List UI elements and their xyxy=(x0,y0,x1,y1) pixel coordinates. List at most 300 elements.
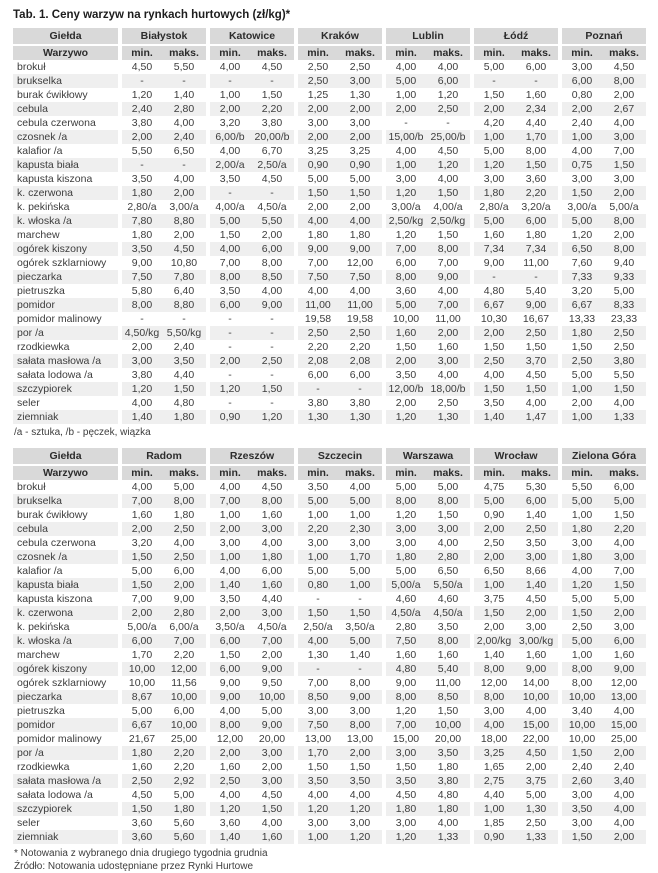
table-row xyxy=(13,88,646,102)
price-cell: 2,00 xyxy=(206,102,250,116)
vegetable-name: k. czerwona xyxy=(13,186,118,200)
price-cell: 2,20 xyxy=(294,522,338,536)
price-cell: 3,50 xyxy=(206,284,250,298)
price-cell: 6,00 xyxy=(250,242,294,256)
price-cell: 7,00 xyxy=(250,634,294,648)
price-cell: 7,80 xyxy=(162,270,206,284)
price-cell: 1,40 xyxy=(470,648,514,662)
price-cell: 3,40 xyxy=(558,704,602,718)
price-cell: 1,60 xyxy=(382,326,426,340)
city-header: Białystok xyxy=(118,28,206,44)
price-cell: 9,00 xyxy=(294,242,338,256)
price-cell: 7,50 xyxy=(294,718,338,732)
price-cell: 1,80 xyxy=(162,802,206,816)
price-cell: 2,34 xyxy=(514,102,558,116)
wholesale-prices-table-1 xyxy=(13,28,646,424)
table-row xyxy=(13,144,646,158)
price-cell: - xyxy=(514,74,558,88)
price-cell: 8,00 xyxy=(558,662,602,676)
price-cell: 9,00 xyxy=(338,242,382,256)
price-cell: 1,50 xyxy=(250,382,294,396)
price-cell: 9,00 xyxy=(514,662,558,676)
vegetable-name: ogórek kiszony xyxy=(13,242,118,256)
vegetable-name: szczypiorek xyxy=(13,802,118,816)
price-cell: 2,40 xyxy=(558,760,602,774)
price-cell: 4,50 xyxy=(118,60,162,74)
price-cell: 2,00 xyxy=(118,606,162,620)
price-cell: 2,92 xyxy=(162,774,206,788)
price-cell: 5,00 xyxy=(525,789,547,801)
price-cell: 4,00/a xyxy=(206,200,250,214)
price-cell: 1,80 xyxy=(470,186,514,200)
vegetable-name: seler xyxy=(17,817,40,829)
price-cell: 4,00 xyxy=(382,60,426,74)
price-cell: 0,80 xyxy=(294,578,338,592)
price-cell: 3,00 xyxy=(558,816,602,830)
price-cell: 3,50 xyxy=(382,774,426,788)
price-cell: 7,00 xyxy=(162,634,206,648)
price-cell: 1,20 xyxy=(558,228,602,242)
price-cell: 1,40 xyxy=(206,578,250,592)
price-cell: 4,00 xyxy=(261,537,283,549)
price-cell: 2,80 xyxy=(162,102,206,116)
price-cell: 1,80 xyxy=(162,410,206,424)
price-cell: 6,00 xyxy=(382,256,426,270)
price-cell: 2,00 xyxy=(173,229,195,241)
price-cell: - xyxy=(358,593,362,605)
vegetable-name: cebula xyxy=(13,522,118,536)
price-cell: 2,08 xyxy=(338,354,382,368)
price-cell: 8,80 xyxy=(162,214,206,228)
price-cell: 18,00/b xyxy=(426,382,470,396)
price-cell: 3,60 xyxy=(382,284,426,298)
price-cell: 3,20 xyxy=(558,284,602,298)
price-cell: - xyxy=(206,340,250,354)
price-cell: 2,00 xyxy=(426,326,470,340)
price-cell: 8,00 xyxy=(602,214,646,228)
price-cell: 5,60 xyxy=(162,830,206,844)
price-cell: 4,00 xyxy=(206,788,250,802)
min-header: min. xyxy=(294,464,338,480)
price-cell: 2,00 xyxy=(162,578,206,592)
price-cell: 2,67 xyxy=(602,102,646,116)
price-cell: 10,00 xyxy=(162,718,206,732)
price-cell: 5,60 xyxy=(173,817,195,829)
price-cell: 8,00 xyxy=(206,270,250,284)
price-cell: 9,33 xyxy=(602,270,646,284)
price-cell: 1,40 xyxy=(470,410,514,424)
price-cell: 8,00 xyxy=(470,662,514,676)
vegetable-name: por /a xyxy=(13,746,118,760)
price-cell: 1,33 xyxy=(514,830,558,844)
price-cell: 4,00 xyxy=(206,242,250,256)
price-cell: 3,80 xyxy=(118,368,162,382)
price-cell: 4,00 xyxy=(437,285,459,297)
price-cell: 1,50 xyxy=(514,382,558,396)
price-cell: 25,00 xyxy=(610,733,638,745)
table-row xyxy=(13,522,646,536)
vegetable-name: burak ćwikłowy xyxy=(17,509,88,521)
price-cell: 2,50 xyxy=(162,550,206,564)
price-cell: 1,00 xyxy=(294,508,338,522)
price-cell: 10,00 xyxy=(558,732,602,746)
price-cell: 2,20 xyxy=(173,761,195,773)
table-row xyxy=(13,788,646,802)
price-cell: 4,50 xyxy=(261,789,283,801)
price-cell: 4,00 xyxy=(437,369,459,381)
price-cell: - xyxy=(338,662,382,676)
price-cell: 3,50 xyxy=(558,802,602,816)
price-cell: 2,50/a xyxy=(294,620,338,634)
price-cell: 7,33 xyxy=(558,270,602,284)
price-cell: 4,00 xyxy=(349,285,371,297)
price-cell: 2,80 xyxy=(382,620,426,634)
min-header: min. xyxy=(206,464,250,480)
price-cell: 3,00 xyxy=(250,774,294,788)
price-cell: 6,00 xyxy=(514,494,558,508)
price-cell: 25,00 xyxy=(170,733,198,745)
price-cell: 2,50 xyxy=(558,354,602,368)
price-cell: 7,00 xyxy=(382,242,426,256)
price-cell: 1,20 xyxy=(382,410,426,424)
min-header: min. xyxy=(470,44,514,60)
price-cell: 1,00 xyxy=(470,578,514,592)
price-cell: 1,20 xyxy=(470,158,514,172)
price-cell: 5,00 xyxy=(382,298,426,312)
vegetable-name: por /a xyxy=(13,326,118,340)
vegetable-name: sałata masłowa /a xyxy=(13,774,118,788)
price-cell: 5,00 xyxy=(173,481,195,493)
price-cell: 2,00 xyxy=(525,761,547,773)
price-cell: 2,50 xyxy=(437,397,459,409)
table-row xyxy=(13,704,646,718)
price-cell: - xyxy=(250,74,294,88)
table-row xyxy=(13,494,646,508)
price-cell: 1,50 xyxy=(558,606,602,620)
price-cell: 1,20 xyxy=(437,89,459,101)
price-cell: 5,00 xyxy=(206,214,250,228)
price-cell: 11,00 xyxy=(435,313,461,325)
price-cell: 1,50 xyxy=(470,340,514,354)
table-row xyxy=(13,676,646,690)
price-cell: 9,00 xyxy=(426,270,470,284)
price-cell: 4,50 xyxy=(514,746,558,760)
price-cell: 5,50 xyxy=(250,214,294,228)
price-cell: 8,67 xyxy=(118,690,162,704)
price-cell: 1,00 xyxy=(338,578,382,592)
price-cell: 7,00 xyxy=(613,565,635,577)
price-cell: 0,90 xyxy=(206,410,250,424)
price-cell: 9,00 xyxy=(514,298,558,312)
maks-header: maks. xyxy=(250,464,294,480)
price-cell: 4,00 xyxy=(613,117,635,129)
price-cell: 1,50 xyxy=(261,89,283,101)
price-cell: 8,33 xyxy=(602,298,646,312)
table-row xyxy=(13,802,646,816)
price-cell: 0,90 xyxy=(470,508,514,522)
price-cell: 4,00 xyxy=(261,817,283,829)
price-cell: 7,00 xyxy=(118,592,162,606)
table-row xyxy=(13,256,646,270)
vegetable-name: marchew xyxy=(17,649,60,661)
price-cell: 9,40 xyxy=(613,257,635,269)
price-cell: 1,50 xyxy=(338,606,382,620)
price-cell: 4,00 xyxy=(118,480,162,494)
price-cell: 7,60 xyxy=(558,256,602,270)
price-cell: 2,50 xyxy=(294,326,338,340)
price-cell: 10,00 xyxy=(118,676,162,690)
price-cell: 2,50 xyxy=(118,774,162,788)
price-cell: 1,50 xyxy=(437,509,459,521)
price-cell: 2,00 xyxy=(602,746,646,760)
price-cell: 4,75 xyxy=(470,480,514,494)
price-cell: 3,00 xyxy=(426,522,470,536)
price-cell: 4,50 xyxy=(261,61,283,73)
price-cell: 6,67 xyxy=(470,298,514,312)
price-cell: 0,90 xyxy=(294,158,338,172)
price-cell: 3,80 xyxy=(349,397,371,409)
table-row xyxy=(13,60,646,74)
vegetable-name: kapusta biała xyxy=(13,578,118,592)
price-cell: 15,00 xyxy=(602,718,646,732)
table-row xyxy=(13,354,646,368)
price-cell: - xyxy=(206,368,250,382)
price-cell: - xyxy=(446,117,450,129)
price-cell: 1,60 xyxy=(250,578,294,592)
price-cell: 4,00 xyxy=(294,634,338,648)
source-footnote: Źródło: Notowania udostępniane przez Rynki Hurtowe xyxy=(14,861,254,872)
price-cell: 7,00 xyxy=(613,145,635,157)
table-row xyxy=(13,690,646,704)
price-cell: 6,00 xyxy=(118,634,162,648)
price-cell: 1,30 xyxy=(294,648,338,662)
price-cell: 1,20 xyxy=(294,802,338,816)
price-cell: 5,00 xyxy=(470,144,514,158)
price-cell: 3,50 xyxy=(470,396,514,410)
price-cell: 1,50 xyxy=(294,606,338,620)
price-cell: 3,40 xyxy=(602,774,646,788)
price-cell: 1,20 xyxy=(338,802,382,816)
price-cell: 6,50 xyxy=(437,565,459,577)
price-cell: 4,00 xyxy=(525,397,547,409)
price-cell: 1,60 xyxy=(382,648,426,662)
price-cell: 4,00 xyxy=(613,397,635,409)
price-cell: 1,33 xyxy=(426,830,470,844)
price-cell: 4,60 xyxy=(437,593,459,605)
price-cell: 3,00 xyxy=(613,621,635,633)
price-cell: 2,00 xyxy=(602,186,646,200)
price-cell: 5,00 xyxy=(437,481,459,493)
price-cell: 8,00 xyxy=(426,242,470,256)
price-cell: 3,00 xyxy=(470,172,514,186)
price-cell: 1,50 xyxy=(294,760,338,774)
table-row xyxy=(13,102,646,116)
price-cell: 16,67 xyxy=(522,313,550,325)
price-cell: 1,40 xyxy=(349,649,371,661)
price-cell: 23,33 xyxy=(610,313,638,325)
price-cell: 2,00 xyxy=(470,102,514,116)
price-cell: 3,50 xyxy=(206,592,250,606)
city-header: Katowice xyxy=(206,28,294,44)
price-cell: 6,50 xyxy=(470,564,514,578)
price-cell: 6,00 xyxy=(349,369,371,381)
city-header: Poznań xyxy=(558,28,646,44)
price-cell: 1,00 xyxy=(558,130,602,144)
price-cell: 1,50 xyxy=(470,382,514,396)
price-cell: 3,00 xyxy=(613,173,635,185)
price-cell: 4,50/a xyxy=(257,201,287,213)
price-cell: 2,00 xyxy=(382,102,426,116)
price-cell: 1,40 xyxy=(206,830,250,844)
price-cell: 9,00 xyxy=(206,676,250,690)
min-header: min. xyxy=(206,44,250,60)
vegetable-name: pieczarka xyxy=(13,690,118,704)
price-cell: 25,00/b xyxy=(426,130,470,144)
price-cell: 4,00 xyxy=(558,564,602,578)
price-cell: 4,80 xyxy=(173,397,195,409)
price-cell: 1,25 xyxy=(294,88,338,102)
table-row xyxy=(13,228,646,242)
price-cell: 15,00 xyxy=(382,732,426,746)
price-cell: 5,00 xyxy=(173,789,195,801)
price-cell: 4,60 xyxy=(382,592,426,606)
price-cell: 4,50 xyxy=(162,242,206,256)
vegetable-name: k. pekińska xyxy=(17,201,70,213)
vegetable-name: ogórek kiszony xyxy=(13,662,118,676)
price-cell: 11,56 xyxy=(171,677,197,689)
price-cell: 2,30 xyxy=(338,522,382,536)
table-row xyxy=(13,74,646,88)
price-cell: 1,60 xyxy=(118,760,162,774)
price-cell: 1,50 xyxy=(250,802,294,816)
price-cell: 5,50 xyxy=(558,480,602,494)
min-header: min. xyxy=(382,464,426,480)
price-cell: 15,00 xyxy=(514,718,558,732)
table-row xyxy=(13,648,646,662)
price-cell: 1,00 xyxy=(206,508,250,522)
price-cell: 2,20 xyxy=(514,186,558,200)
price-cell: 7,00 xyxy=(206,256,250,270)
price-cell: 8,00 xyxy=(349,677,371,689)
price-cell: 6,70 xyxy=(261,145,283,157)
vegetable-name: ogórek szklarniowy xyxy=(17,257,107,269)
price-cell: 7,34 xyxy=(514,242,558,256)
vegetable-name: brukselka xyxy=(13,74,118,88)
price-cell: 3,50/a xyxy=(206,620,250,634)
price-cell: 2,00 xyxy=(206,746,250,760)
price-cell: 1,80 xyxy=(382,802,426,816)
price-cell: 4,00 xyxy=(602,802,646,816)
price-cell: 1,50 xyxy=(118,802,162,816)
price-cell: 5,00 xyxy=(470,60,514,74)
price-cell: 3,50/a xyxy=(345,621,375,633)
price-cell: 1,00 xyxy=(349,509,371,521)
price-cell: 4,50 xyxy=(437,145,459,157)
price-cell: 6,00 xyxy=(558,74,602,88)
price-cell: - xyxy=(514,270,558,284)
price-cell: 1,50 xyxy=(470,88,514,102)
price-cell: 8,80 xyxy=(162,298,206,312)
min-header: min. xyxy=(558,44,602,60)
price-cell: 3,60 xyxy=(206,816,250,830)
price-cell: 1,50 xyxy=(437,229,459,241)
price-cell: 4,50/kg xyxy=(118,326,162,340)
price-cell: 1,00 xyxy=(382,158,426,172)
price-cell: 3,60 xyxy=(118,816,162,830)
price-cell: 2,00 xyxy=(206,522,250,536)
price-cell: 1,00 xyxy=(558,508,602,522)
price-cell: 2,00 xyxy=(338,102,382,116)
price-cell: 10,80 xyxy=(170,257,198,269)
price-cell: 5,50/kg xyxy=(162,326,206,340)
price-cell: 1,00 xyxy=(470,802,514,816)
price-cell: - xyxy=(206,312,250,326)
maks-header: maks. xyxy=(162,464,206,480)
price-cell: 2,80/a xyxy=(470,200,514,214)
price-cell: 1,47 xyxy=(514,410,558,424)
price-cell: 3,00 xyxy=(349,117,371,129)
price-cell: 2,00 xyxy=(613,89,635,101)
price-cell: 1,80 xyxy=(426,802,470,816)
price-cell: 1,50 xyxy=(558,746,602,760)
asterisk-footnote: * Notowania z wybranego dnia drugiego tygodnia grudnia xyxy=(14,848,268,859)
price-cell: 3,50 xyxy=(294,774,338,788)
price-cell: 1,50 xyxy=(382,340,426,354)
price-cell: 1,50 xyxy=(558,186,602,200)
vegetable-name: cebula xyxy=(13,102,118,116)
vegetable-name: k. włoska /a xyxy=(13,634,118,648)
maks-header: maks. xyxy=(514,464,558,480)
price-cell: 11,00 xyxy=(338,298,382,312)
price-cell: 3,80 xyxy=(602,354,646,368)
price-cell: 2,50 xyxy=(602,326,646,340)
price-cell: 9,00 xyxy=(338,690,382,704)
price-cell: 3,00/a xyxy=(169,201,199,213)
price-cell: 2,40 xyxy=(118,102,162,116)
price-cell: 4,50/a xyxy=(426,606,470,620)
price-cell: 5,00 xyxy=(382,564,426,578)
price-cell: 9,50 xyxy=(261,677,283,689)
price-cell: 1,80 xyxy=(525,229,547,241)
price-cell: 10,00 xyxy=(250,690,294,704)
price-cell: 5,00 xyxy=(338,634,382,648)
table-row xyxy=(13,620,646,634)
table-row xyxy=(13,242,646,256)
price-cell: 3,50 xyxy=(162,354,206,368)
price-cell: 1,85 xyxy=(470,816,514,830)
price-cell: 10,00 xyxy=(514,690,558,704)
price-cell: 2,00 xyxy=(162,186,206,200)
city-header: Kraków xyxy=(294,28,382,44)
price-cell: 1,20 xyxy=(382,830,426,844)
price-cell: - xyxy=(470,74,514,88)
price-cell: 10,30 xyxy=(470,312,514,326)
price-cell: 1,00 xyxy=(206,88,250,102)
price-cell: - xyxy=(162,74,206,88)
price-cell: 6,67 xyxy=(118,718,162,732)
price-cell: 1,50 xyxy=(514,158,558,172)
city-header: Łódź xyxy=(470,28,558,44)
price-cell: 5,00 xyxy=(382,480,426,494)
price-cell: 2,00 xyxy=(602,830,646,844)
price-cell: 5,00 xyxy=(470,494,514,508)
price-cell: 4,00 xyxy=(349,481,371,493)
wholesale-prices-table-2 xyxy=(13,448,646,844)
price-cell: 2,50 xyxy=(558,620,602,634)
price-cell: 2,00 xyxy=(338,746,382,760)
price-cell: 1,00 xyxy=(206,550,250,564)
vegetable-name: szczypiorek xyxy=(13,382,118,396)
